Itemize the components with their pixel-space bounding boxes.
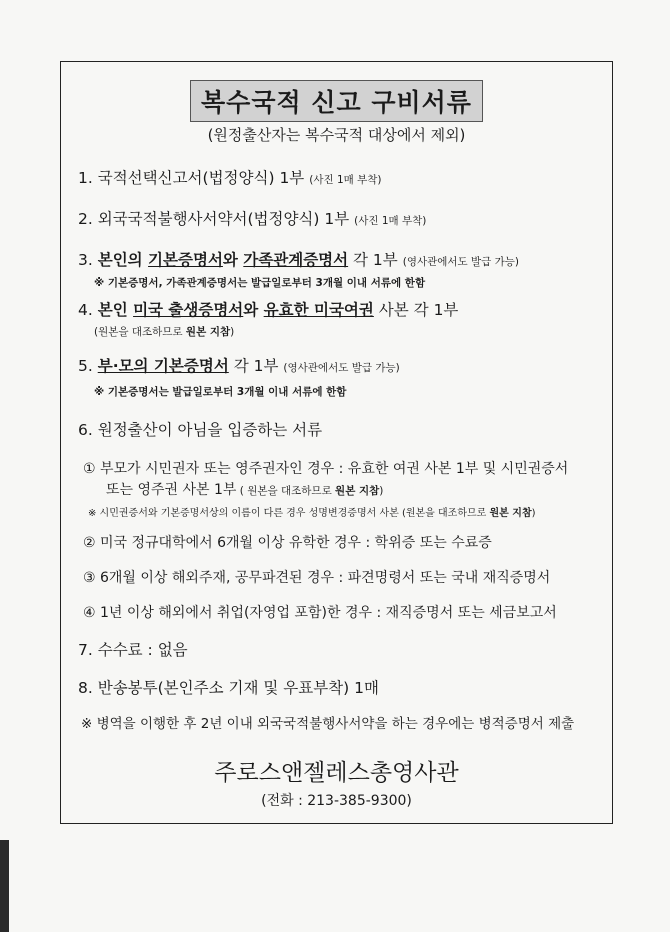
item-6-sub-1-remark-1: ※ 시민권증서와 기본증명서상의 이름이 다른 경우 성명변경증명서 사본 (원본을 대조하므로 xyxy=(88,508,490,519)
item-6-sub-1-note-3: ) xyxy=(379,485,384,497)
item-4-part5: 사본 각 1부 xyxy=(373,301,459,319)
item-5 xyxy=(78,354,400,376)
item-3-remark: ※ 기본증명서, 가족관계증명서는 발급일로부터 3개월 이내 서류에 한함 xyxy=(94,277,426,289)
consulate-phone: (전화 : 213-385-9300) xyxy=(261,793,412,809)
item-1-text: 1. 국적선택신고서(법정양식) 1부 xyxy=(78,169,305,187)
item-5-parent-cert: 부·모의 기본증명서 xyxy=(97,357,229,375)
item-4-part3: 와 xyxy=(243,301,264,319)
item-3-basic-cert: 기본증명서 xyxy=(148,251,223,269)
item-4-part1: 본인 xyxy=(97,301,134,319)
item-3-part1: 본인의 xyxy=(97,251,149,269)
item-4-remark-3: ) xyxy=(230,326,235,338)
item-6-sub-1-line-2 xyxy=(106,479,383,499)
item-3-part5: 각 1부 xyxy=(348,251,398,269)
item-5-note: (영사관에서도 발급 가능) xyxy=(283,362,400,374)
item-5-part2: 각 1부 xyxy=(228,357,279,375)
document-frame xyxy=(60,61,613,824)
consulate-name: 주로스앤젤레스총영사관 xyxy=(214,760,459,786)
item-6-sub-2: ② 미국 정규대학에서 6개월 이상 유학한 경우 : 학위증 또는 수료증 xyxy=(83,535,492,551)
item-4-remark xyxy=(94,324,234,339)
item-6-sub-1-note-2: 원본 지참 xyxy=(335,485,380,497)
scan-edge xyxy=(0,840,9,932)
item-6-sub-3: ③ 6개월 이상 해외주재, 공무파견된 경우 : 파견명령서 또는 국내 재직증명서 xyxy=(83,570,551,586)
item-6-sub-1-remark xyxy=(88,504,536,519)
item-3-note: (영사관에서도 발급 가능) xyxy=(402,256,520,268)
item-6-sub-4: ④ 1년 이상 해외에서 취업(자영업 포함)한 경우 : 재직증명서 또는 세금보고서 xyxy=(83,605,557,621)
item-6-sub-1-line-1: ① 부모가 시민권자 또는 영주권자인 경우 : 유효한 여권 사본 1부 및 시민권증서 xyxy=(83,461,569,477)
item-2-text: 2. 외국국적불행사서약서(법정양식) 1부 xyxy=(78,210,350,228)
item-1-note: (사진 1매 부착) xyxy=(309,174,382,186)
item-6-sub-1-note-1: ( 원본을 대조하므로 xyxy=(236,485,336,497)
item-4-remark-1: (원본을 대조하므로 xyxy=(94,326,186,338)
document-subtitle: (원정출산자는 복수국적 대상에서 제외) xyxy=(207,126,466,144)
item-4-remark-2: 원본 지참 xyxy=(185,326,231,338)
item-5-prefix: 5. xyxy=(78,357,98,375)
item-6-sub-1-remark-2: 원본 지참 xyxy=(489,508,532,519)
item-8: 8. 반송봉투(본인주소 기재 및 우표부착) 1매 xyxy=(78,679,379,697)
item-6: 6. 원정출산이 아님을 입증하는 서류 xyxy=(78,421,323,439)
item-3 xyxy=(78,248,519,270)
item-2 xyxy=(78,207,426,229)
item-4-birth-cert: 미국 출생증명서 xyxy=(133,301,244,319)
item-3-part3: 와 xyxy=(222,251,244,269)
title-area xyxy=(61,80,612,122)
item-7: 7. 수수료 : 없음 xyxy=(78,641,188,659)
item-4 xyxy=(78,298,458,320)
item-6-sub-1-remark-3: ) xyxy=(531,508,536,519)
item-3-prefix: 3. xyxy=(78,251,98,269)
item-4-passport: 유효한 미국여권 xyxy=(263,301,374,319)
item-2-note: (사진 1매 부착) xyxy=(354,215,427,227)
item-4-prefix: 4. xyxy=(78,301,98,319)
item-3-family-cert: 가족관계증명서 xyxy=(243,251,349,269)
military-note: ※ 병역을 이행한 후 2년 이내 외국국적불행사서약을 하는 경우에는 병적증명서 제출 xyxy=(81,716,575,732)
item-1 xyxy=(78,166,381,188)
item-5-remark: ※ 기본증명서는 발급일로부터 3개월 이내 서류에 한함 xyxy=(94,386,347,398)
item-6-sub-1-line-2-text: 또는 영주권 사본 1부 xyxy=(106,482,237,498)
document-title: 복수국적 신고 구비서류 xyxy=(190,80,483,122)
